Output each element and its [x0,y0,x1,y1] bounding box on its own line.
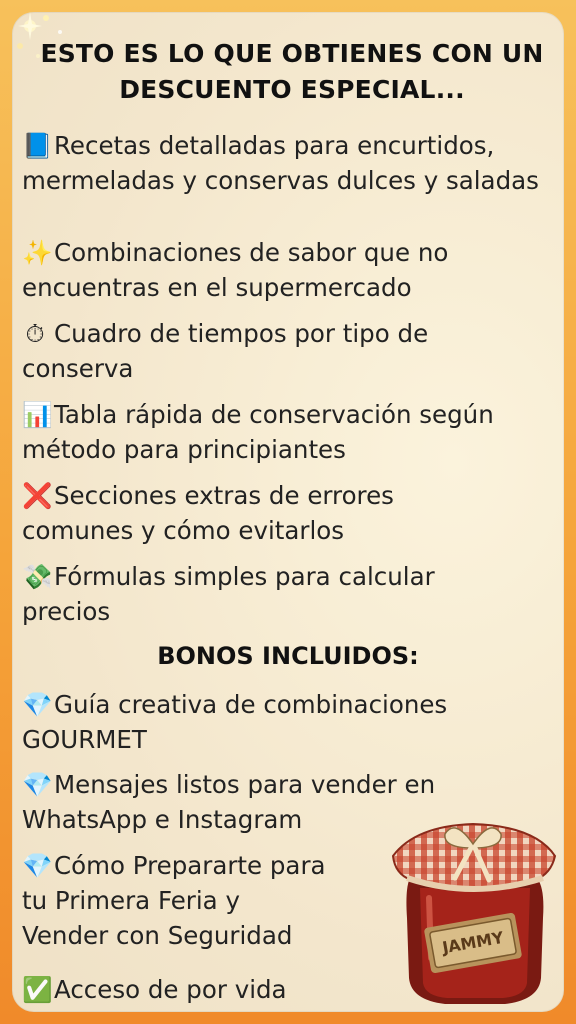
feature-text: Cuadro de tiempos por tipo de conserva [22,319,429,383]
bonus-text: Mensajes listos para vender en WhatsApp e Instagram [22,770,436,834]
feature-item [22,316,502,386]
bonus-heading: BONOS INCLUIDOS: [157,642,419,670]
check-icon: ✅ [22,975,53,1004]
bonus-text-line-1: Cómo Prepararte para [54,851,326,880]
access-text: Acceso de por vida [54,975,287,1004]
jam-jar-illustration [385,808,560,1008]
feature-text: Fórmulas simples para calcular precios [22,562,435,626]
gem-icon: 💎 [22,851,53,880]
feature-item [22,478,462,548]
feature-item [22,559,502,629]
feature-item [22,397,562,467]
title-line-1: ESTO ES LO QUE OBTIENES CON UN [40,39,544,68]
bonus-text-line-2: tu Primera Feria y [22,886,240,915]
bonus-text-line-3: Vender con Seguridad [22,921,293,950]
cross-mark-icon: ❌ [22,481,53,510]
feature-text: Secciones extras de errores comunes y cómo evitarlos [22,481,394,545]
sparkles-icon: ✨ [22,238,53,267]
money-icon: 💸 [22,562,53,591]
gem-icon: 💎 [22,690,53,719]
gem-icon: 💎 [22,770,53,799]
feature-item [22,235,542,305]
bar-chart-icon: 📊 [22,400,53,429]
bonus-item [22,848,382,953]
book-icon: 📘 [22,131,53,160]
feature-item [22,128,557,198]
jar-label: JAMMY [440,927,505,958]
bonus-item [22,687,522,757]
feature-text: Combinaciones de sabor que no encuentras en el supermercado [22,238,449,302]
feature-text: Recetas detalladas para encurtidos, mermeladas y conservas dulces y saladas [22,131,539,195]
access-item [22,972,382,1007]
bonus-text: Guía creativa de combinaciones GOURMET [22,690,448,754]
title-line-2: DESCUENTO ESPECIAL... [119,75,465,104]
page-title [28,36,556,108]
stopwatch-icon: ⏱ [25,319,45,348]
feature-text: Tabla rápida de conservación según método para principiantes [22,400,494,464]
